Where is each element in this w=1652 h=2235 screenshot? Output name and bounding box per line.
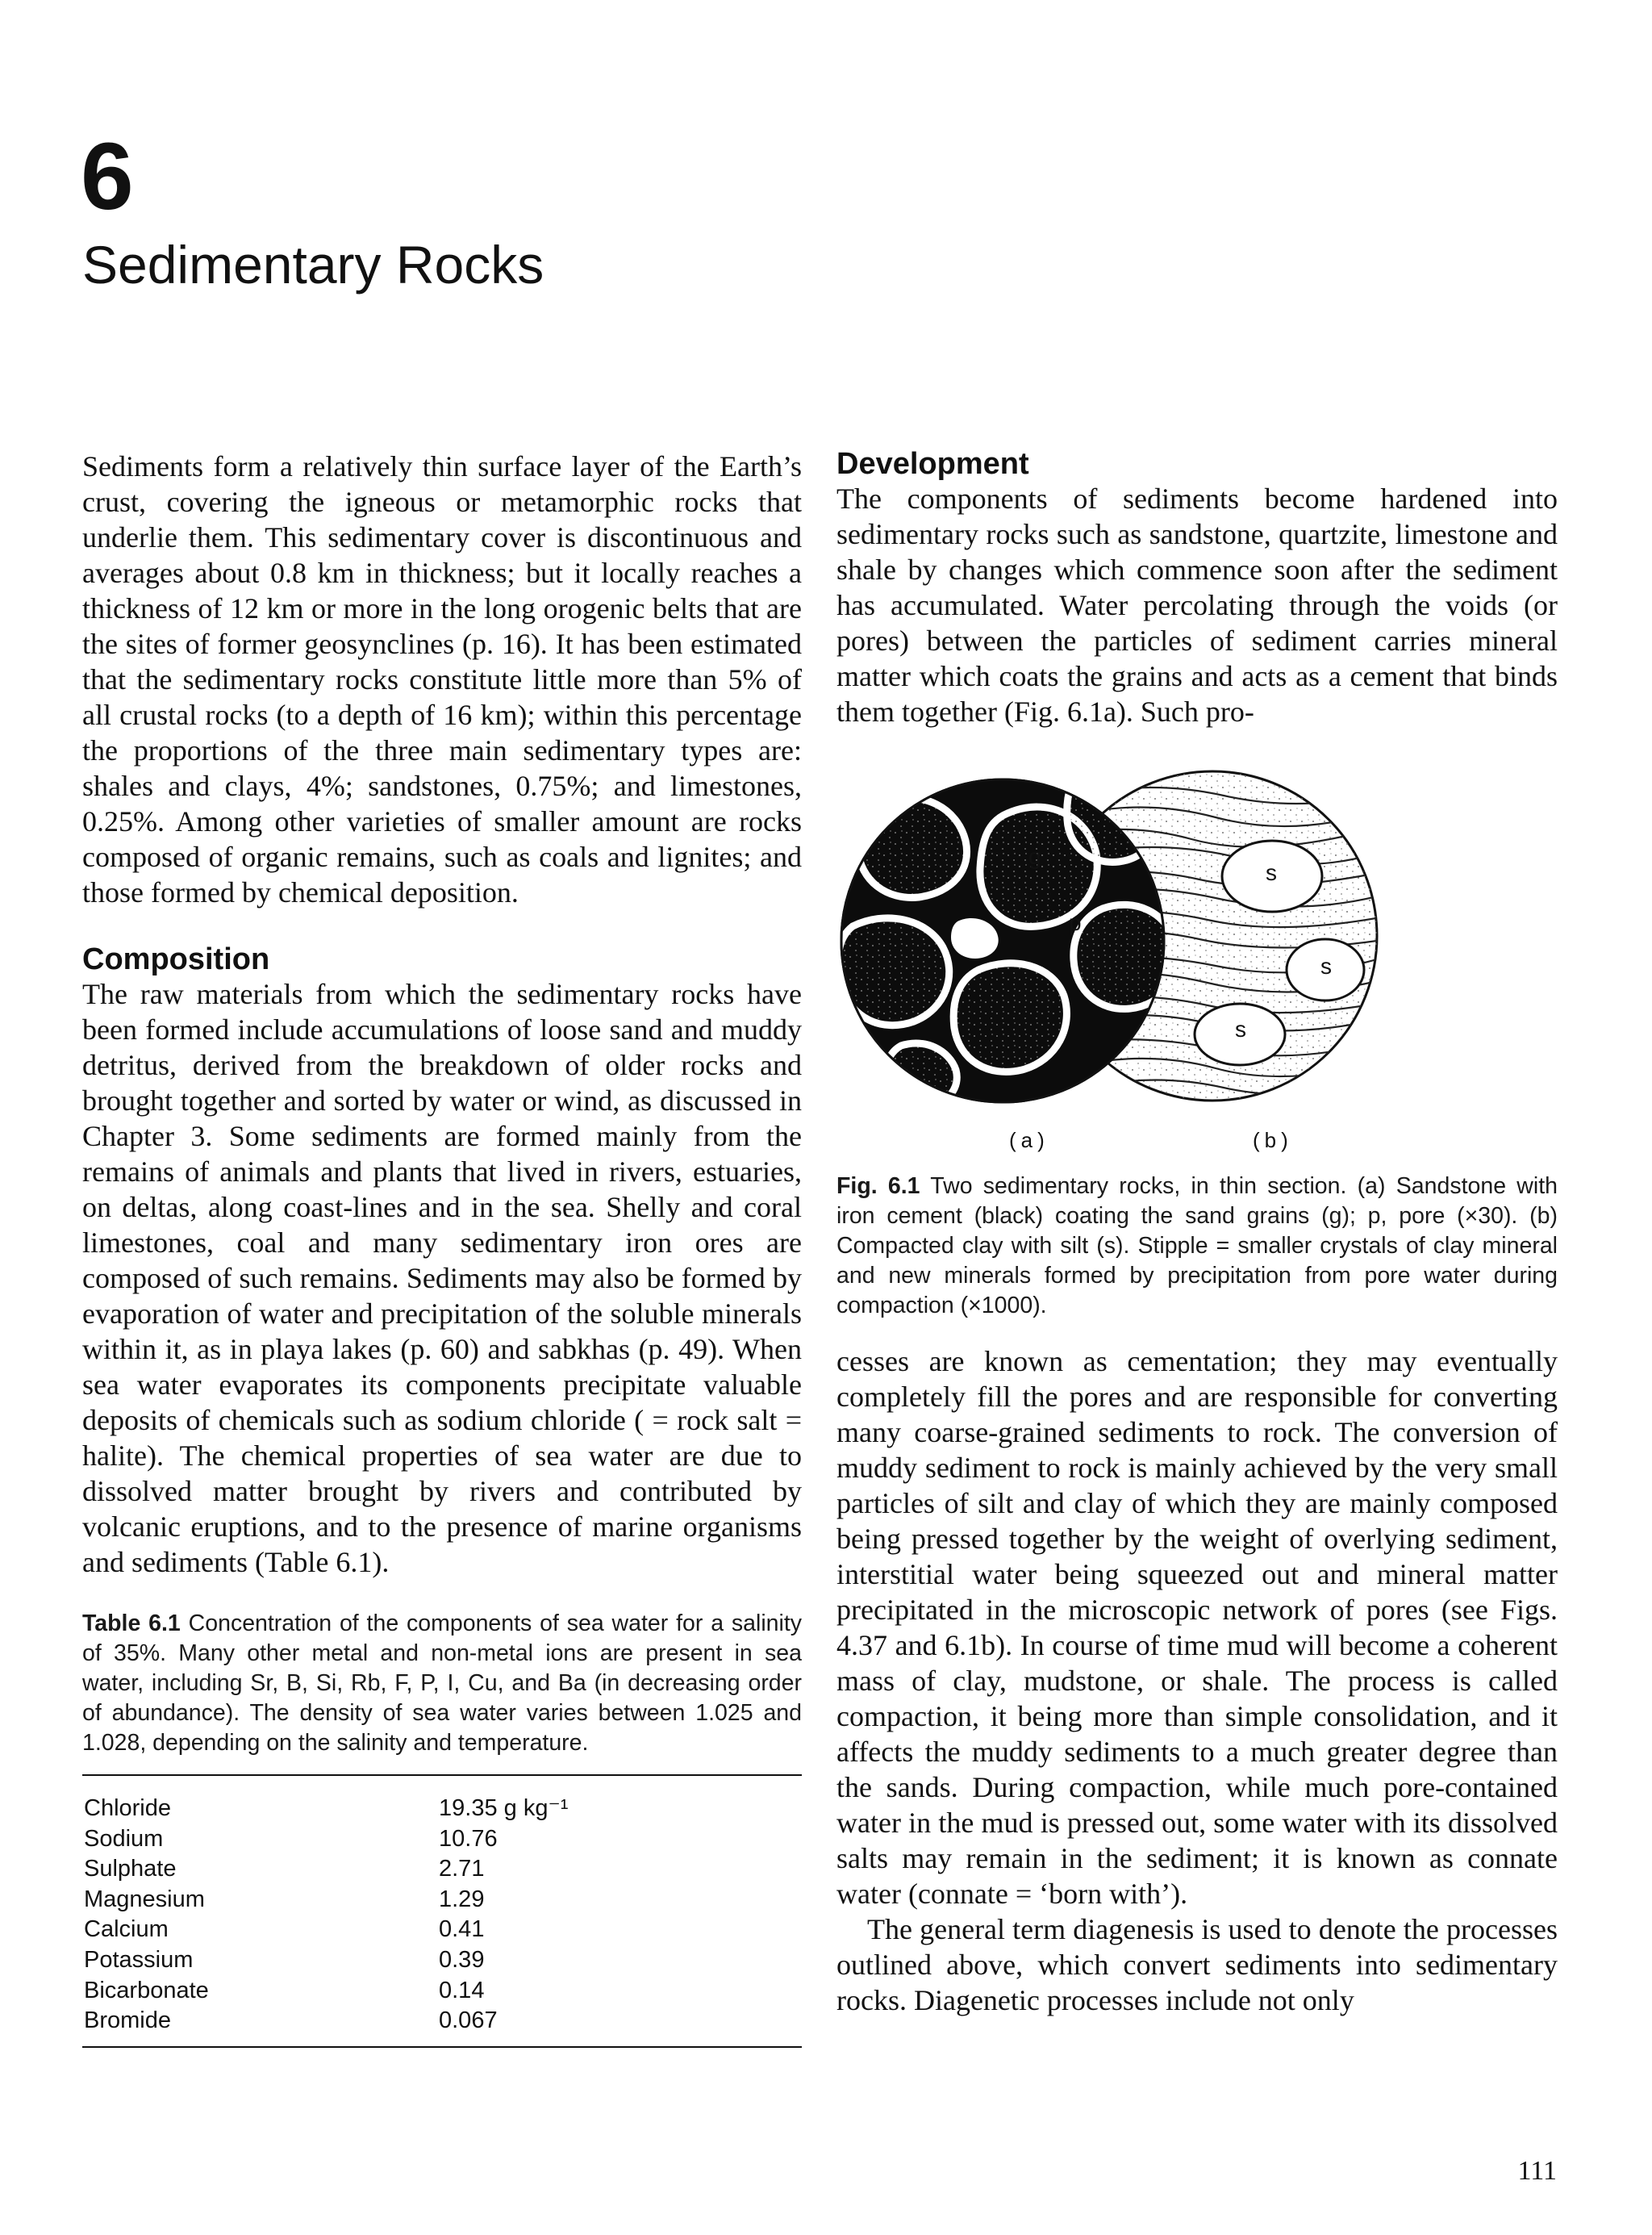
table-row	[82, 1794, 802, 1824]
component-value: 0.14	[439, 1977, 485, 2003]
table-row	[82, 1824, 802, 1855]
thin-section-illustration	[836, 739, 1558, 1191]
composition-heading: Composition	[82, 942, 270, 976]
component-value: 10.76	[439, 1825, 498, 1852]
component-name: Potassium	[84, 1946, 194, 1973]
page-number: 111	[1517, 2156, 1557, 2186]
silt-label-2: s	[1320, 954, 1332, 979]
cementation-paragraph: cesses are known as cementation; they may eventually completely fill the pores and are responsible for converting many coarse-grained sediments to rock. The conversion of muddy sediment to rock is mainly achieved by the very small particles of silt and clay of which they are mainly composed being pressed together by the weight of overlying sediment, interstitial water being squeezed out and mineral matter precipitated in the microscopic network of pores (see Figs. 4.37 and 6.1b). In course of time mud will become a coherent mass of clay, mudstone, or shale. The process is called compaction, it being more than simple consolidation, and it affects the muddy sediments to a much greater degree than the sands. During compaction, while much pore-contained water in the mud is pressed out, some water with its dissolved salts may remain in the sediment; it is known as connate water (connate = ‘born with’).	[836, 1345, 1558, 1910]
sea-water-table	[82, 1774, 802, 2048]
component-name: Bicarbonate	[84, 1977, 209, 2003]
panel-a-label: (a)	[1009, 1128, 1049, 1152]
composition-paragraph: The raw materials from which the sedimentary rocks have been formed include accumulations of loose sand and muddy detritus, derived from the breakdown of older rocks and brought together and sorted by water or wind, as discussed in Chapter 3. Some sediments are formed mainly from the remains of animals and plants that lived in rivers, estuaries, on deltas, along coast-lines and in the sea. Shelly and coral limestones, coal and many sedimentary iron ores are composed of such remains. Sediments may also be formed by evaporation of water and precipitation of the soluble minerals within it, as in playa lakes (p. 60) and sabkhas (p. 49). When sea water evaporates its components precipitate valuable deposits of chemicals such as sodium chloride ( = rock salt = halite). The chemical properties of sea water are due to dissolved matter brought by rivers and contributed by volcanic eruptions, and to the presence of marine organisms and sediments (Table 6.1).	[82, 978, 802, 1578]
component-name: Chloride	[84, 1795, 171, 1821]
intro-paragraph: Sediments form a relatively thin surface layer of the Earth’s crust, covering the igneous or metamorphic rocks that underlie them. This sedimentary cover is discontinuous and averages about 0.8 km in thickness; but it locally reaches a thickness of 12 km or more in the long orogenic belts that are the sites of former geosynclines (p. 16). It has been estimated that the sedimentary rocks constitute little more than 5% of all crustal rocks (to a depth of 16 km); within this percentage the proportions of the three main sedimentary types are: shales and clays, 4%; sandstones, 0.75%; and limestones, 0.25%. Among other varieties of smaller amount are rocks composed of organic remains, such as coals and lignites; and those formed by chemical deposition.	[82, 450, 802, 909]
component-name: Bromide	[84, 2007, 171, 2034]
component-value: 2.71	[439, 1856, 485, 1882]
component-name: Sulphate	[84, 1856, 177, 1882]
table-caption-text: Concentration of the components of sea water for a salinity of 35%. Many other metal and non-metal ions are present in sea water, including Sr, B, Si, Rb, F, P, I, Cu, and Ba (in decreasing order of abundance). The density of sea water varies between 1.025 and 1.028, depending on the salinity and temperature.	[82, 1610, 803, 1756]
figure-label: Fig. 6.1	[836, 1173, 920, 1199]
table-row	[82, 2006, 802, 2037]
table-caption	[82, 1609, 802, 1758]
silt-label-1: s	[1266, 860, 1277, 885]
table-row	[82, 1885, 802, 1915]
chapter-title: Sedimentary Rocks	[82, 235, 544, 295]
table-row	[82, 1945, 802, 1976]
component-name: Calcium	[84, 1916, 169, 1943]
diagenesis-paragraph: The general term diagenesis is used to denote the processes outlined above, which convert sediments into sedimentary rocks. Diagenetic processes include not only	[836, 1913, 1558, 2016]
development-heading: Development	[836, 447, 1029, 481]
development-paragraph: The components of sediments become hardened into sedimentary rocks such as sandstone, quartzite, limestone and shale by changes which commence soon after the sediment has accumulated. Water percolating through the voids (or pores) between the particles of sediment carries mineral matter which coats the grains and acts as a cement that binds them together (Fig. 6.1a). Such pro-	[836, 483, 1558, 728]
component-value: 0.39	[439, 1946, 485, 1973]
table-label: Table 6.1	[82, 1610, 181, 1636]
component-value: 0.067	[439, 2007, 498, 2034]
pore-label: p	[1069, 910, 1082, 935]
component-name: Magnesium	[84, 1886, 205, 1912]
silt-label-3: s	[1235, 1017, 1246, 1042]
figure-caption-text: Two sedimentary rocks, in thin section. (a) Sandstone with iron cement (black) coating the sand grains (g); p, pore (×30). (b) Compacted clay with silt (s). Stipple = smaller crystals of clay mineral and new minerals formed by precipitation from pore water during compaction (×1000).	[836, 1173, 1558, 1318]
right-column	[836, 449, 1558, 2018]
component-name: Sodium	[84, 1825, 164, 1852]
table-row	[82, 1854, 802, 1885]
component-value: 19.35 g kg⁻¹	[439, 1795, 569, 1821]
figure-caption	[836, 1172, 1558, 1321]
grain-label: g	[1028, 844, 1041, 869]
chapter-number: 6	[81, 123, 132, 230]
figure-6-1	[836, 739, 1558, 1191]
table-row	[82, 1976, 802, 2007]
component-value: 0.41	[439, 1916, 485, 1943]
left-column	[82, 449, 802, 2048]
component-value: 1.29	[439, 1886, 485, 1912]
table-row	[82, 1915, 802, 1945]
panel-b-label: (b)	[1253, 1128, 1293, 1152]
